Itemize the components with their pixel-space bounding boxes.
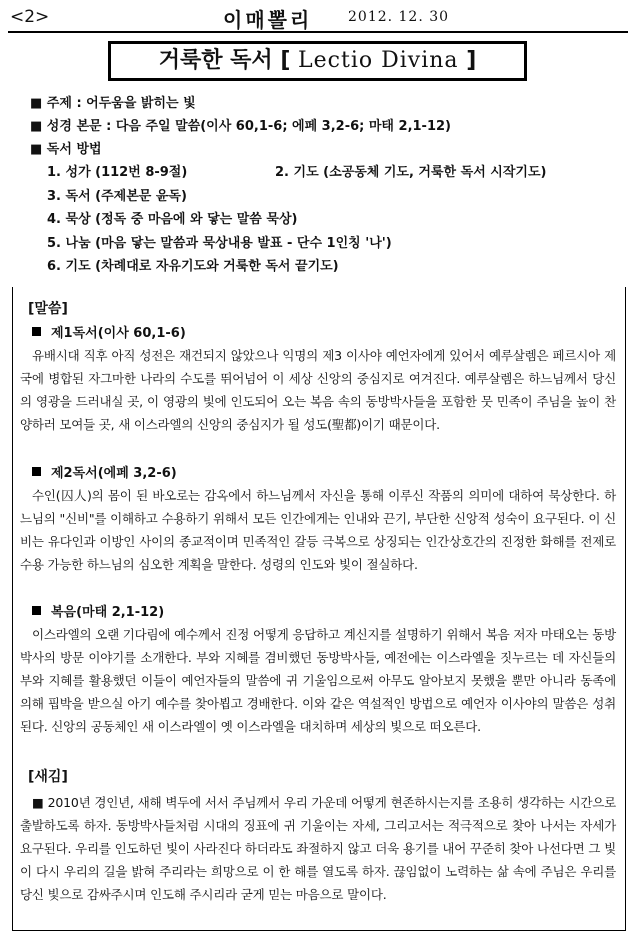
issue-date: 2012. 12. 30 — [348, 9, 450, 25]
page-header — [0, 0, 637, 30]
gospel-text: 이스라엘의 오랜 기다림에 예수께서 진정 어떻게 응답하고 계신지를 설명하기 위해서 복음 저자 마태오는 동방박사의 방문 이야기를 소개한다. 부와 지혜를 겸비했던 동방박사들, 예전에는 이스라엘을 짓누르는 데 자신들의 부와 지혜를 활용했던 이들이 예언자들의 말씀에 귀 기울임으로써 아무도 알아보지 못했을 뿐만 아니라 동족에 의해 핍박을 받으실 아기 예수를 찾아뵙고 경배한다. 이와 같은 역설적인 방법으로 예언자 이사야의 말씀은 성취된다. 신앙의 공동체인 새 이스라엘이 옛 이스라엘을 대치하며 세상의 빛으로 떠오른다. — [20, 627, 616, 734]
theme-line: ■ 주제 : 어두움을 밝히는 빛 — [30, 96, 196, 111]
square-bullet-icon — [32, 327, 41, 336]
title-korean: 거룩한 독서 — [158, 48, 273, 73]
title-bracket-open: [ — [280, 48, 299, 73]
reading-1-label: 제1독서(이사 60,1-6) — [32, 322, 186, 341]
page-title — [159, 48, 477, 73]
reflection-text: ■ 2010년 경인년, 새해 벽두에 서서 주님께서 우리 가운데 어떻게 현존하시는지를 조용히 생각하는 시간으로 출발하도록 하자. 동방박사들처럼 시대의 징표에 귀 기울이는 자세, 그리고서는 적극적으로 찾아 나서는 자세가 요구된다. 우리를 인도하던 빛이 사라진다 하더라도 좌절하지 않고 더욱 용기를 내어 꾸준히 찾아 나선다면 그 빛이 다시 우리의 길을 밝혀 주리라는 희망으로 이 한 해를 열도록 하자. 끊임없이 노력하는 삶 속에 주님은 우리를 당신 빛으로 감싸주시며 인도해 주시리라 굳게 믿는 마음으로 말이다. — [20, 795, 616, 902]
title-box — [108, 41, 527, 81]
newsletter-name: 이매뽈리 — [223, 8, 313, 32]
method-label: ■ 독서 방법 — [30, 142, 102, 157]
reading-info — [30, 92, 620, 279]
step-2: 2. 기도 (소공동체 기도, 거룩한 독서 시작기도) — [275, 165, 547, 180]
step-4: 4. 묵상 (정독 중 마음에 와 닿는 말씀 묵상) — [47, 212, 298, 227]
step-row-1 — [30, 161, 620, 185]
title-latin: Lectio Divina — [298, 48, 459, 73]
reading-2-text: 수인(囚人)의 몸이 된 바오로는 감옥에서 하느님께서 자신을 통해 이루신 작품의 의미에 대하여 묵상한다. 하느님의 "신비"를 이해하고 수용하기 위해서 모든 인간에게는 인내와 끈기, 부단한 신앙적 성숙이 요구된다. 이 신비는 유다인과 이방인 사이의 종교적이며 민족적인 갈등 극복으로 상징되는 인간상호간의 진정한 화해를 전제로 수용 가능한 하느님의 심오한 계획을 말한다. 성령의 인도와 빛이 절실하다. — [20, 488, 616, 572]
step-5: 5. 나눔 (마음 닿는 말씀과 묵상내용 발표 - 단수 1인칭 '나') — [47, 235, 392, 251]
reading-1-text: 유배시대 직후 아직 성전은 재건되지 않았으나 익명의 제3 이사야 예언자에게 있어서 예루살렘은 페르시아 제국에 병합된 자그마한 나라의 수도를 뛰어넘어 이 세상 신앙의 중심지로 여겨진다. 예루살렘은 하느님께서 당신의 영광을 드러내실 곳, 이 영광의 빛에 인도되어 오는 복음 속의 동방박사들을 포함한 뭇 민족이 주님을 높이 찬양하러 모여들 곳, 새 이스라엘의 신앙의 중심지가 될 성도(聖都)이기 때문이다. — [20, 348, 616, 432]
reading-2-label: 제2독서(에페 3,2-6) — [32, 462, 177, 481]
square-bullet-icon — [32, 606, 41, 615]
step-6: 6. 기도 (차례대로 자유기도와 거룩한 독서 끝기도) — [47, 259, 339, 274]
reflection-heading: [새김] — [28, 769, 68, 785]
gospel-label: 복음(마태 2,1-12) — [32, 601, 164, 620]
square-bullet-icon — [32, 467, 41, 476]
word-heading: [말씀] — [28, 301, 68, 317]
step-1: 1. 성가 (112번 8-9절) — [47, 165, 188, 180]
header-divider — [8, 31, 628, 33]
scripture-line: ■ 성경 본문 : 다음 주일 말씀(이사 60,1-6; 에페 3,2-6; 마태 2,1-12) — [30, 119, 451, 134]
title-bracket-close: ] — [466, 48, 477, 73]
page-number: <2> — [10, 7, 50, 27]
step-3: 3. 독서 (주제본문 윤독) — [47, 188, 187, 204]
